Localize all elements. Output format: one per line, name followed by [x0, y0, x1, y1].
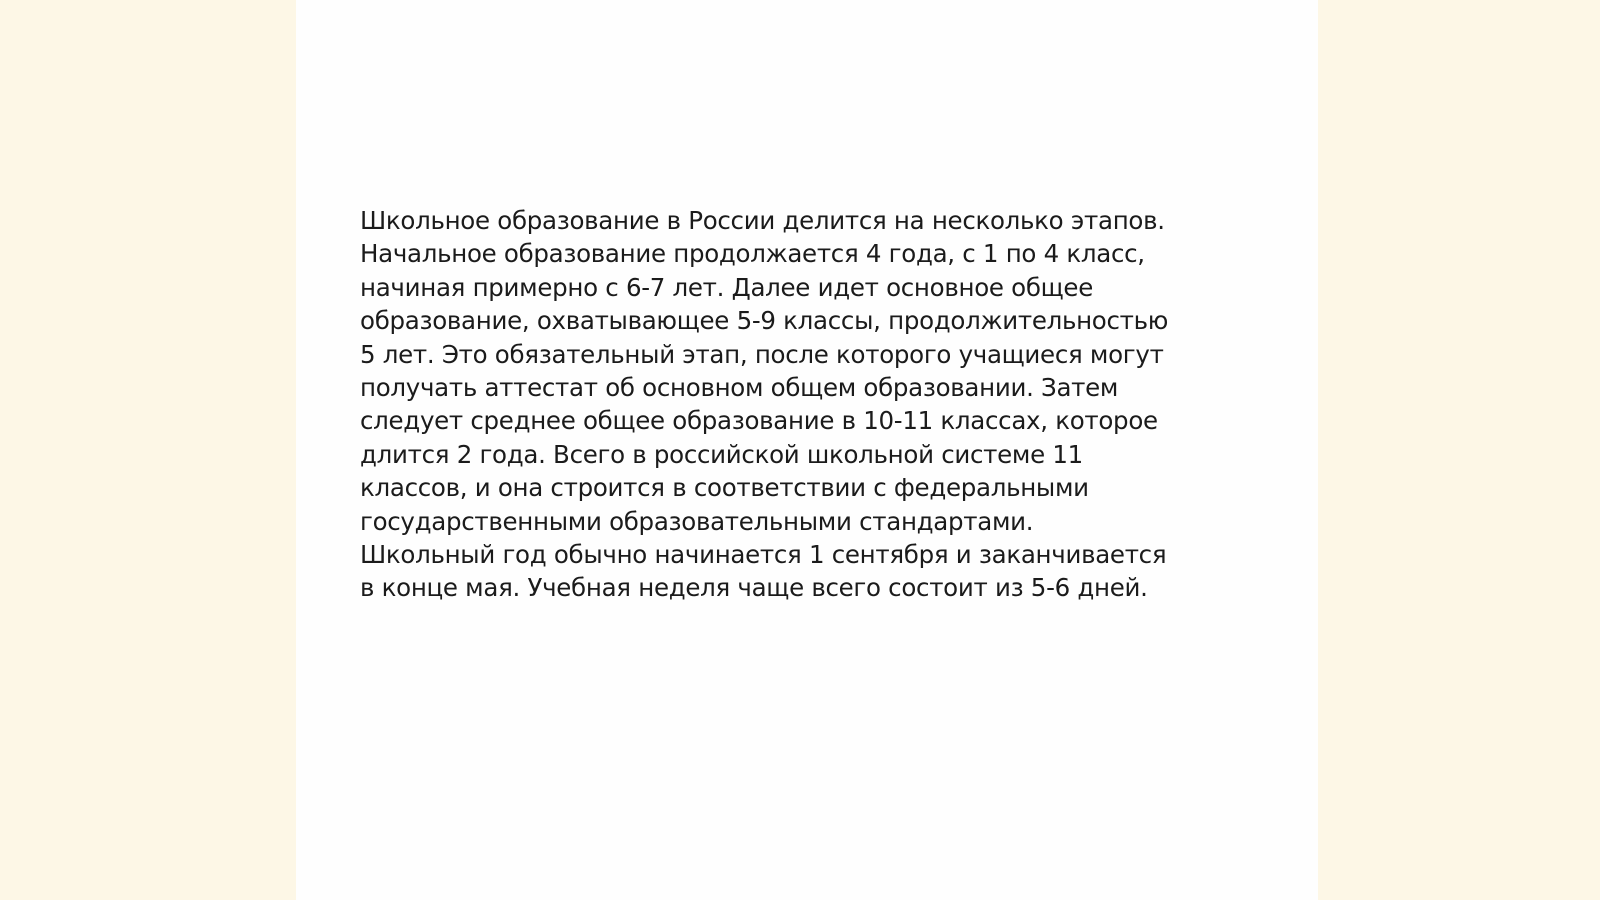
paragraph-line-2: Начальное образование продолжается 4 года, с 1 по 4 класс,: [360, 239, 1145, 269]
paragraph-line-4: образование, охватывающее 5-9 классы, продолжительностью: [360, 306, 1169, 336]
paragraph-line-11: Школьный год обычно начинается 1 сентября и заканчивается: [360, 540, 1167, 570]
body-paragraph: [360, 204, 1260, 605]
paragraph-line-1: Школьное образование в России делится на несколько этапов.: [360, 206, 1165, 235]
paragraph-line-12: в конце мая. Учебная неделя чаще всего состоит из 5-6 дней.: [360, 573, 1148, 603]
paragraph-line-6: получать аттестат об основном общем образовании. Затем: [360, 373, 1119, 403]
paragraph-line-3: начиная примерно с 6-7 лет. Далее идет основное общее: [360, 272, 1093, 302]
page-panel: [296, 0, 1318, 900]
paragraph-line-10: государственными образовательными стандартами.: [360, 506, 1034, 536]
paragraph-line-9: классов, и она строится в соответствии с федеральными: [360, 473, 1089, 503]
paragraph-line-5: 5 лет. Это обязательный этап, после которого учащиеся могут: [360, 339, 1164, 369]
paragraph-line-8: длится 2 года. Всего в российской школьной системе 11: [360, 439, 1083, 469]
paragraph-line-7: следует среднее общее образование в 10-11 классах, которое: [360, 406, 1158, 436]
